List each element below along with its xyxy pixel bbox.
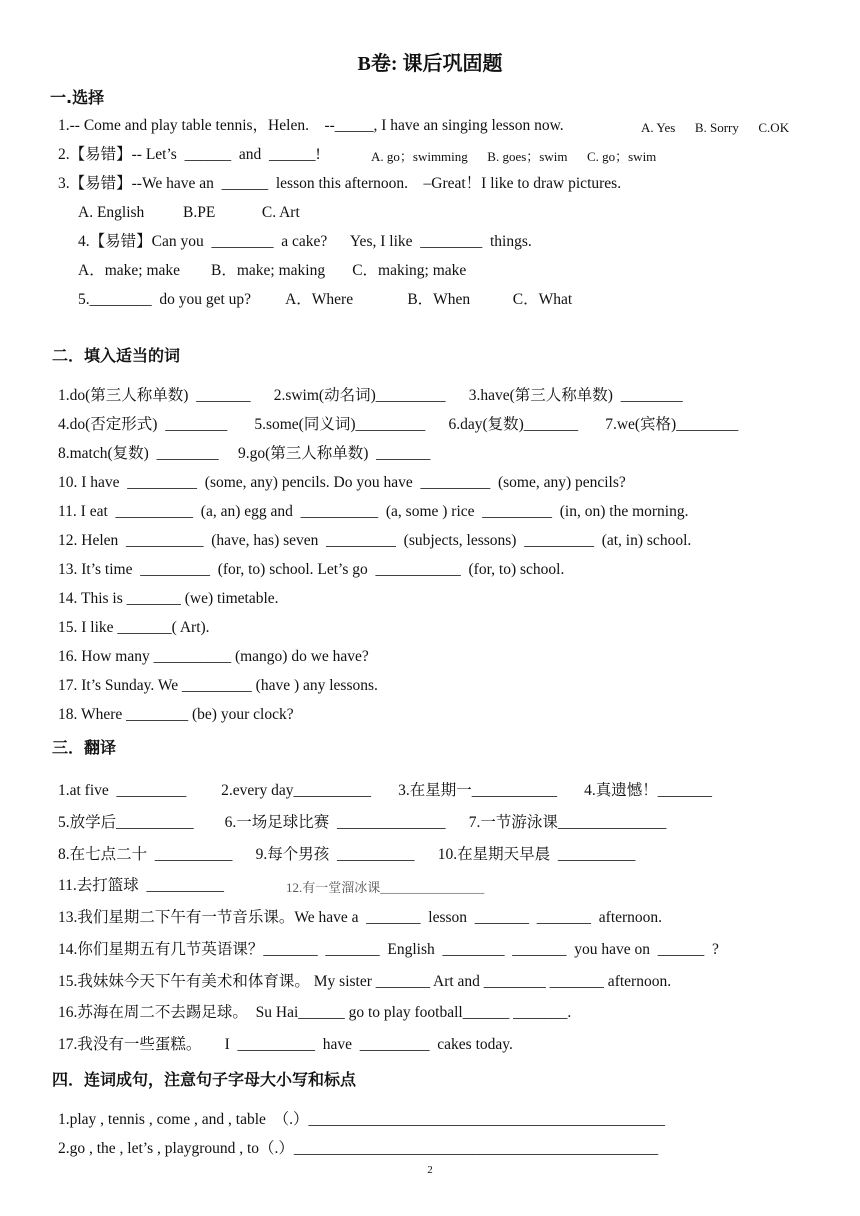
translate-row-17: 17.我没有一些蛋糕。 I __________ have _________ cakes today. xyxy=(58,1036,513,1053)
page-title: B卷: 课后巩固题 xyxy=(357,53,503,75)
translate-row-16: 16.苏海在周二不去踢足球。 Su Hai______ go to play football______ _______. xyxy=(58,1004,572,1021)
translate-row-4b: 12.有一堂溜冰课________________ xyxy=(286,880,485,895)
page-number: 2 xyxy=(427,1164,433,1176)
question-5: 5.________ do you get up? A．Where B．When C．What xyxy=(78,291,573,308)
translate-row-13: 13.我们星期二下午有一节音乐课。We have a _______ lesson _______ _______ afternoon. xyxy=(58,909,663,926)
translate-row-3: 8.在七点二十 __________ 9.每个男孩 __________ 10.在星期天早晨 __________ xyxy=(58,846,636,863)
question-4: 4.【易错】Can you ________ a cake? Yes, I like ________ things. xyxy=(78,233,532,250)
reorder-row-2: 2.go , the , let’s , playground , to（.）_______________________________________________ xyxy=(58,1140,659,1157)
question-2-options: A. go；swimming B. goes；swim C. go；swim xyxy=(371,149,657,164)
fill-row-14: 14. This is _______ (we) timetable. xyxy=(58,590,279,607)
fill-row-17: 17. It’s Sunday. We _________ (have ) any lessons. xyxy=(58,677,378,694)
fill-row-10: 10. I have _________ (some, any) pencils. Do you have _________ (some, any) pencils? xyxy=(58,474,626,491)
question-2: 2.【易错】-- Let’s ______ and ______! xyxy=(58,146,321,163)
fill-row-12: 12. Helen __________ (have, has) seven _________ (subjects, lessons) _________ (at, in) school. xyxy=(58,532,692,549)
fill-row-13: 13. It’s time _________ (for, to) school. Let’s go ___________ (for, to) school. xyxy=(58,561,565,578)
fill-row-16: 16. How many __________ (mango) do we have? xyxy=(58,648,369,665)
question-4-options: A．make; make B．make; making C．making; make xyxy=(78,262,467,279)
translate-row-15: 15.我妹妹今天下午有美术和体育课。 My sister _______ Art and ________ _______ afternoon. xyxy=(58,973,672,990)
translate-row-4a: 11.去打篮球 __________ xyxy=(58,877,225,894)
translate-row-1: 1.at five _________ 2.every day__________ 3.在星期一___________ 4.真遗憾！_______ xyxy=(58,782,712,799)
fill-row-18: 18. Where ________ (be) your clock? xyxy=(58,706,294,723)
question-3: 3.【易错】--We have an ______ lesson this afternoon. –Great！I like to draw pictures. xyxy=(58,175,622,192)
fill-row-3: 8.match(复数) ________ 9.go(第三人称单数) _______ xyxy=(58,445,431,462)
section-heading-choice: 一.选择 xyxy=(50,88,105,107)
fill-row-11: 11. I eat __________ (a, an) egg and __________ (a, some ) rice _________ (in, on) the morning. xyxy=(58,503,689,520)
section-heading-reorder: 四．连词成句，注意句子字母大小写和标点 xyxy=(52,1070,357,1089)
section-heading-fill-in: 二．填入适当的词 xyxy=(52,346,181,365)
reorder-row-1: 1.play , tennis , come , and , table （.）______________________________________________ xyxy=(58,1111,666,1128)
section-heading-translate: 三．翻译 xyxy=(52,738,117,757)
fill-row-2: 4.do(否定形式) ________ 5.some(同义词)_________ 6.day(复数)_______ 7.we(宾格)________ xyxy=(58,416,739,433)
translate-row-2: 5.放学后__________ 6.一场足球比赛 ______________ 7.一节游泳课______________ xyxy=(58,814,667,831)
translate-row-14: 14.你们星期五有几节英语课？_______ _______ English ________ _______ you have on ______ ? xyxy=(58,941,719,958)
fill-row-1: 1.do(第三人称单数) _______ 2.swim(动名词)_________ 3.have(第三人称单数) ________ xyxy=(58,387,683,404)
question-1-options: A. Yes B. Sorry C.OK xyxy=(641,120,790,135)
question-1: 1.-- Come and play table tennis，Helen. --_____, I have an singing lesson now. xyxy=(58,117,564,134)
fill-row-15: 15. I like _______( Art). xyxy=(58,619,210,636)
question-3-options: A. English B.PE C. Art xyxy=(78,204,300,221)
